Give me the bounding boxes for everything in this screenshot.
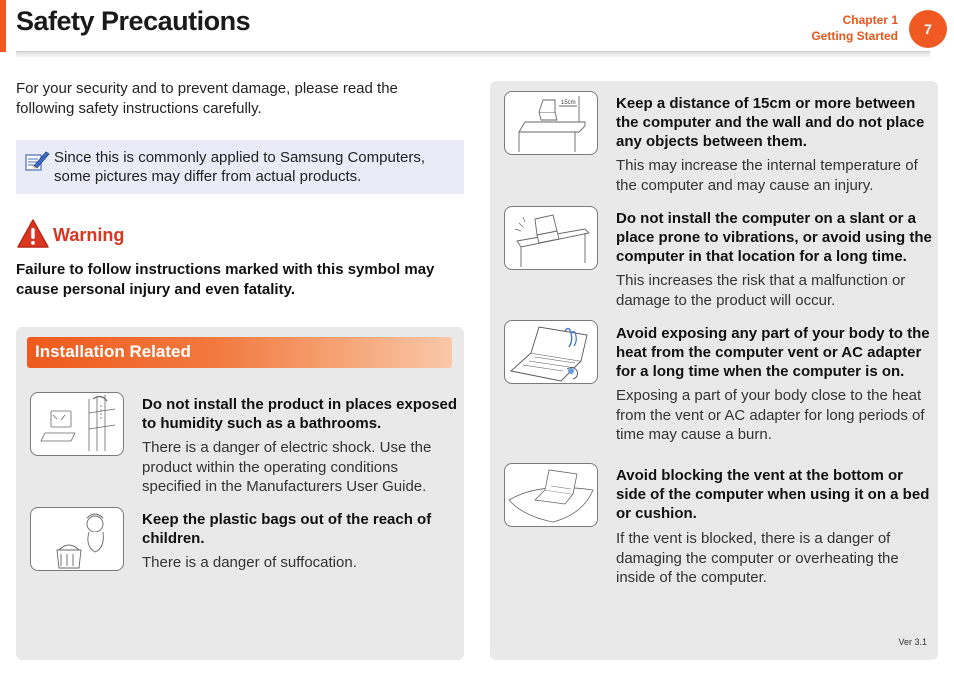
warning-text: Failure to follow instructions marked with this symbol may cause personal injury and even fatality. (16, 261, 435, 298)
item-desc-humidity: There is a danger of electric shock. Use the product within the operating conditions specified in the Manufacturers User Guide. (142, 439, 432, 495)
intro-text: For your security and to prevent damage, please read the following safety instructions carefully. (16, 80, 398, 117)
bathroom-illustration (30, 392, 124, 456)
item-title-humidity: Do not install the product in places exposed to humidity such as a bathrooms. (142, 396, 458, 432)
version-label: Ver 3.1 (898, 637, 927, 647)
chapter-label (811, 12, 898, 44)
figure-label-15cm: 15cm (561, 100, 576, 106)
slanted-surface-illustration (504, 206, 598, 270)
warning-title: Warning (53, 225, 125, 245)
bed-cushion-illustration (504, 463, 598, 527)
chapter-name: Getting Started (811, 29, 898, 43)
item-desc-slant: This increases the risk that a malfunction or damage to the product will occur. (616, 272, 906, 309)
item-title-plastic-bags: Keep the plastic bags out of the reach of children. (142, 511, 432, 547)
item-desc-plastic-bags: There is a danger of suffocation. (142, 554, 357, 571)
heat-vent-illustration (504, 320, 598, 384)
item-title-heat: Avoid exposing any part of your body to the heat from the computer vent or AC adapter for a long time when the computer is on. (616, 325, 930, 380)
item-title-slant: Do not install the computer on a slant or a place prone to vibrations, or avoid using the computer in that location for a long time. (616, 210, 932, 265)
section-heading: Installation Related (35, 342, 191, 361)
note-box (16, 140, 464, 194)
item-desc-heat: Exposing a part of your body close to the heat from the vent or AC adapter for long periods of time may cause a burn. (616, 387, 925, 443)
item-desc-vent-blocking: If the vent is blocked, there is a danger of damaging the computer or overheating the inside of the computer. (616, 530, 899, 586)
header-accent-bar (0, 0, 6, 52)
item-title-distance: Keep a distance of 15cm or more between the computer and the wall and do not place any objects between them. (616, 95, 925, 150)
chapter-number: Chapter 1 (842, 13, 898, 27)
child-plastic-bag-illustration (30, 507, 124, 571)
memo-pen-icon (24, 149, 50, 173)
note-text: Since this is commonly applied to Samsung Computers, some pictures may differ from actual products. (54, 149, 426, 185)
installation-section-header (27, 337, 452, 368)
item-desc-distance: This may increase the internal temperature of the computer and may cause an injury. (616, 157, 918, 194)
page-title: Safety Precautions (16, 6, 251, 36)
distance-from-wall-illustration (504, 91, 598, 155)
warning-triangle-icon (16, 218, 50, 250)
item-title-vent-blocking: Avoid blocking the vent at the bottom or side of the computer when using it on a bed or cushion. (616, 467, 930, 522)
header-divider (16, 51, 930, 58)
page-number-badge: 7 (909, 10, 947, 48)
